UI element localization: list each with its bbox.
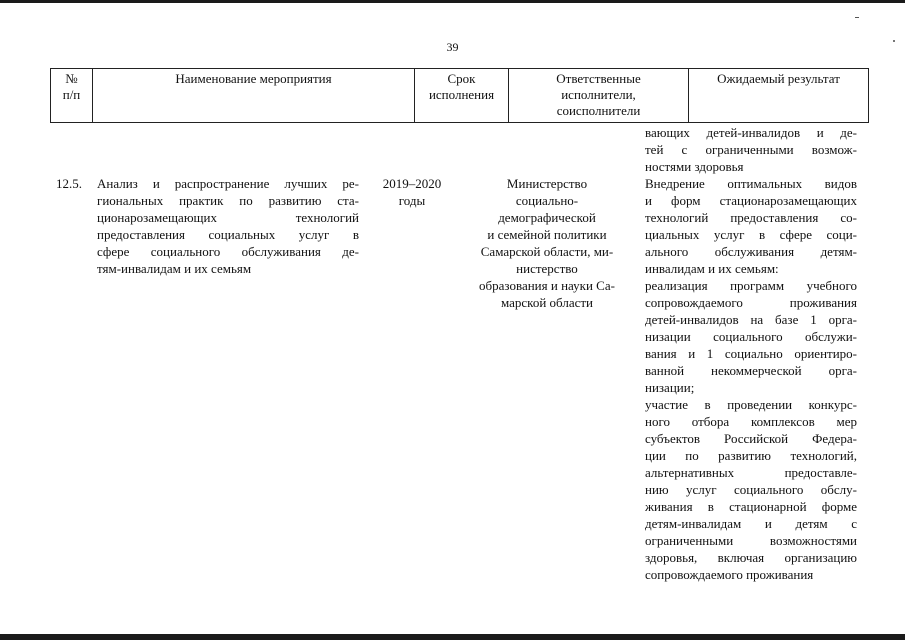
- text-line: тей с ограниченными возмож-: [645, 142, 857, 157]
- header-line: соисполнители: [556, 103, 641, 118]
- text-line: образования и науки Са-: [479, 278, 615, 293]
- text-line: сопровождаемого проживания: [645, 567, 814, 582]
- text-line: годы: [398, 193, 426, 208]
- header-result: [688, 69, 869, 122]
- text-line: ного отбора комплексов мер: [645, 414, 857, 429]
- text-line: низации социального обслужи-: [645, 329, 857, 344]
- text-line: Самарской области, ми-: [480, 244, 614, 259]
- text-line: ограниченными возможностями: [645, 533, 857, 548]
- text-line: ционарозамещающих технологий: [97, 210, 359, 225]
- text-line: детям-инвалидам и детям с: [645, 516, 857, 531]
- text-line: нию услуг социального обслу-: [645, 482, 857, 497]
- text-line: вания и 1 социально ориентиро-: [645, 346, 857, 361]
- text-line: и форм стационарозамещающих: [645, 193, 857, 208]
- text-line: социально-: [515, 193, 579, 208]
- text-line: 2019–2020: [382, 176, 442, 191]
- header-responsible: [508, 69, 688, 122]
- text-line: участие в проведении конкурс-: [645, 397, 857, 412]
- text-line: здоровья, включая организацию: [645, 550, 857, 565]
- text-line: ванной некоммерческой орга-: [645, 363, 857, 378]
- result-continuation: [645, 124, 857, 175]
- text-line: ностями здоровья: [645, 159, 744, 174]
- header-name: [92, 69, 414, 122]
- text-line: Анализ и распространение лучших ре-: [97, 176, 359, 191]
- text-line: и семейной политики: [487, 227, 607, 242]
- scan-bottom-border: [0, 634, 905, 640]
- text-line: марской области: [501, 295, 593, 310]
- execution-term: [370, 175, 454, 209]
- responsible-executors: [464, 175, 630, 311]
- text-line: ального обслуживания детям-: [645, 244, 857, 259]
- header-line: Ответственные: [556, 71, 641, 86]
- text-line: предоставления социальных услуг в: [97, 227, 359, 242]
- text-line: альтернативных предоставле-: [645, 465, 857, 480]
- text-line: вающих детей-инвалидов и де-: [645, 125, 857, 140]
- table-header: [50, 68, 869, 123]
- header-line: Ожидаемый результат: [717, 71, 840, 86]
- row-number: 12.5.: [56, 176, 82, 191]
- text-line: циальных услуг в сфере соци-: [645, 227, 857, 242]
- text-line: сфере социального обслуживания де-: [97, 244, 359, 259]
- header-term: [414, 69, 508, 122]
- text-line: Министерство: [506, 176, 588, 191]
- text-line: низации;: [645, 380, 695, 395]
- header-line: №: [65, 71, 78, 86]
- text-line: живания в стационарной форме: [645, 499, 857, 514]
- header-number: [50, 69, 92, 122]
- text-line: инвалидам и их семьям:: [645, 261, 779, 276]
- text-line: технологий предоставления со-: [645, 210, 857, 225]
- text-line: ции по развитию технологий,: [645, 448, 857, 463]
- page-number: 39: [446, 40, 459, 54]
- header-line: Наименование мероприятия: [175, 71, 332, 86]
- text-line: нистерство: [516, 261, 578, 276]
- text-line: гиональных практик по развитию ста-: [97, 193, 359, 208]
- text-line: Внедрение оптимальных видов: [645, 176, 857, 191]
- text-line: детей-инвалидов на базе 1 орга-: [645, 312, 857, 327]
- text-line: демографической: [498, 210, 596, 225]
- header-line: исполнения: [428, 87, 495, 102]
- expected-result: [645, 175, 857, 583]
- text-line: субъектов Российской Федера-: [645, 431, 857, 446]
- header-line: исполнители,: [561, 87, 636, 102]
- scan-speck: [855, 17, 859, 18]
- header-line: Срок: [447, 71, 476, 86]
- header-line: п/п: [62, 87, 81, 102]
- text-line: тям-инвалидам и их семьям: [97, 261, 252, 276]
- scan-top-border: [0, 0, 905, 3]
- text-line: сопровождаемого проживания: [645, 295, 857, 310]
- text-line: реализация программ учебного: [645, 278, 857, 293]
- activity-name: [97, 175, 359, 277]
